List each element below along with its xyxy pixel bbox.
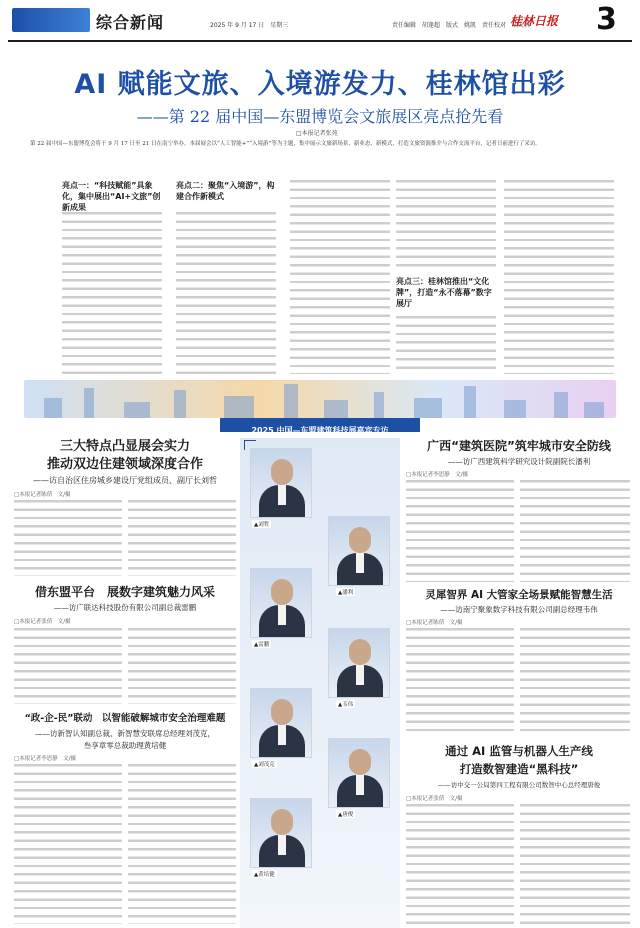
article-liuzhe-col-2	[128, 500, 236, 576]
header-rule	[8, 40, 632, 42]
photo-huangpeijian	[250, 798, 312, 868]
main-subheadline: ——第 22 届中国—东盟博览会文旅展区亮点抢先看	[136, 107, 504, 126]
article-weiwei-col-1	[406, 628, 514, 736]
highlight-one-heading: 亮点一：“科技赋能”具象化，集中展出“AI+文旅”创新成果	[62, 181, 161, 212]
skyline-banner	[24, 380, 616, 418]
article-leipeng-subtitle: ——访广联达科技股份有限公司副总裁雷鹏	[53, 603, 197, 612]
article-panli-col-2	[520, 480, 630, 582]
caption-liuzhe: ▲刘哲	[254, 522, 270, 528]
article-liuzhe-title-1: 三大特点凸显展会实力	[59, 439, 190, 454]
photo-panli	[328, 516, 390, 586]
article-weiwei-byline: □本报记者陈倩 文/摄	[406, 620, 463, 626]
article-liumaoke-subtitle-2: 叁享章零总裁助理黄培健	[83, 741, 167, 750]
article-leipeng-col-2	[128, 628, 236, 704]
caption-panli: ▲潘利	[338, 590, 354, 596]
issue-date: 2025 年 9 月 17 日 星期三	[210, 22, 289, 29]
section-title: 综合新闻	[96, 13, 165, 32]
column-4-bottom	[396, 316, 496, 374]
highlight-two-heading: 亮点二：聚焦“入境游”，构建合作新模式	[176, 181, 275, 201]
article-liumaoke-col-2	[128, 764, 236, 924]
article-leipeng-byline: □本报记者张倩 文/摄	[14, 619, 71, 625]
photo-liuzhe	[250, 448, 312, 518]
article-weiwei-col-2	[520, 628, 630, 736]
column-5	[504, 180, 614, 374]
column-1	[62, 212, 162, 374]
article-liuzhe-subtitle: ——访自治区住房城乡建设厅党组成员、副厅长刘哲	[33, 476, 217, 485]
photo-tangjun	[328, 738, 390, 808]
article-liuzhe-title-2: 推动双边住建领域深度合作	[46, 457, 203, 472]
paper-name: 桂林日报	[510, 14, 559, 28]
main-lead: 第 22 届中国—东盟博览会将于 9 月 17 日至 21 日在南宁举办。本届展会以“人工智能+”“入境游”等为主题，集中展示文旅新场景、新业态、新模式，打造文旅资源推介与合作交流平台，记者日前进行了采访。	[30, 141, 541, 147]
special-interview-label: 2025 中国—东盟建筑科技展嘉宾专访	[251, 426, 389, 435]
column-3	[290, 180, 390, 374]
caption-liumaoke: ▲刘茂克	[254, 762, 275, 768]
main-headline: AI 赋能文旅、入境游发力、桂林馆出彩	[74, 69, 566, 100]
article-weiwei-title: 灵犀智界 AI 大管家全场景赋能智慧生活	[425, 589, 613, 601]
article-tangjun-col-1	[406, 804, 514, 924]
highlight-three-heading: 亮点三：桂林馆推出“文化牌”，打造“永不落幕”数字展厅	[396, 277, 492, 308]
article-liumaoke-title: “政-企-民”联动 以智能破解城市安全治理难题	[24, 713, 226, 724]
article-liuzhe-col-1	[14, 500, 122, 576]
editors-line: 责任编辑 胡逢超 版式 姚凯 责任校对 胡天林	[392, 22, 531, 29]
article-liuzhe-byline: □本报记者陈倩 文/摄	[14, 492, 71, 498]
article-leipeng-col-1	[14, 628, 122, 704]
photo-liumaoke	[250, 688, 312, 758]
column-2	[176, 212, 276, 374]
photo-leipeng	[250, 568, 312, 638]
article-liumaoke-col-1	[14, 764, 122, 924]
caption-tangjun: ▲唐俊	[338, 812, 354, 818]
caption-weiwei: ▲韦伟	[338, 702, 354, 708]
article-tangjun-subtitle: ——访中交一公局第四工程有限公司数智中心总经理唐俊	[437, 781, 601, 789]
article-liumaoke-byline: □本报记者李思静 文/摄	[14, 756, 77, 762]
main-byline: □本报记者张苑	[296, 130, 338, 137]
article-tangjun-byline: □本报记者张倩 文/摄	[406, 796, 463, 802]
article-tangjun-title-2: 打造数智建造“黑科技”	[459, 762, 579, 776]
photo-weiwei	[328, 628, 390, 698]
article-panli-byline: □本报记者李思静 文/摄	[406, 472, 469, 478]
section-logo	[12, 8, 90, 32]
special-interview-banner	[220, 418, 420, 435]
article-panli-title: 广西“建筑医院”筑牢城市安全防线	[427, 439, 611, 453]
article-panli-subtitle: ——访广西建筑科学研究设计院副院长潘利	[447, 457, 591, 466]
article-panli-col-1	[406, 480, 514, 582]
article-liumaoke-subtitle: ——访新智认知副总裁、新智慧安联席总经理刘茂克，	[35, 729, 215, 738]
article-tangjun-col-2	[520, 804, 630, 924]
article-leipeng-title: 借东盟平台 展数字建筑魅力风采	[34, 585, 215, 599]
interviewee-photo-column	[240, 438, 400, 928]
caption-leipeng: ▲雷鹏	[254, 642, 270, 648]
article-weiwei-subtitle: ——访南宁聚象数字科技有限公司副总经理韦伟	[440, 605, 598, 614]
page-number: 3	[596, 2, 617, 37]
caption-huangpeijian: ▲黄培健	[254, 872, 275, 878]
article-tangjun-title-1: 通过 AI 监管与机器人生产线	[445, 744, 593, 758]
column-4-top	[396, 180, 496, 270]
